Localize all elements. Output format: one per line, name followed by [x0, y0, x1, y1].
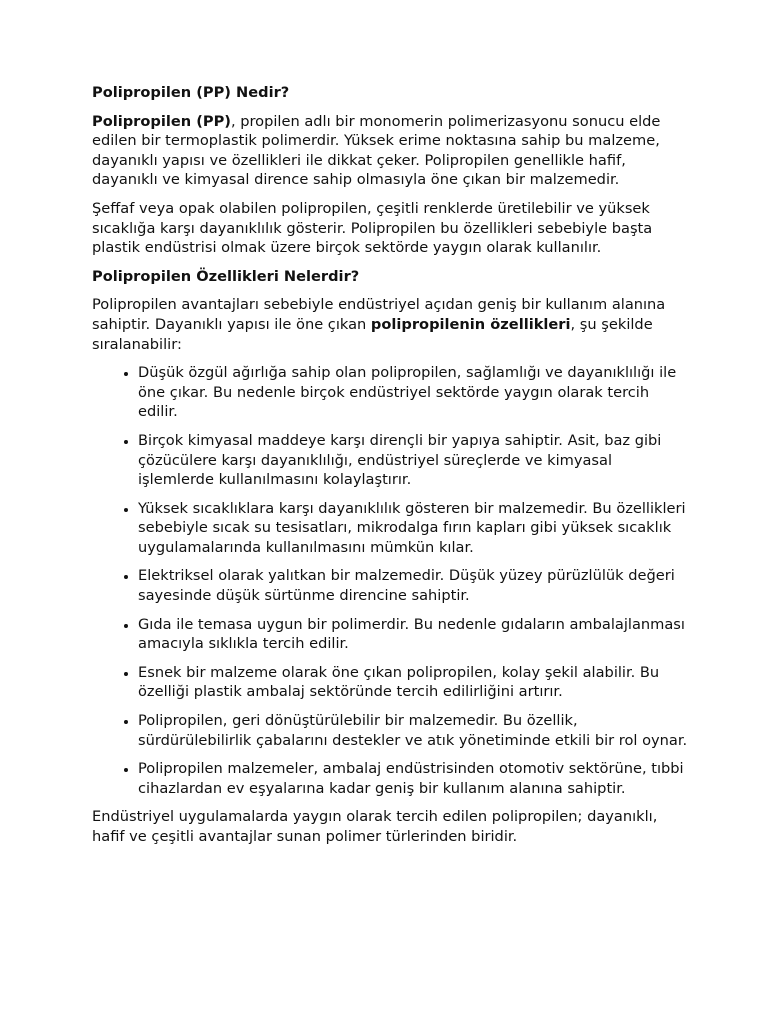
list-item: • Esnek bir malzeme olarak öne çıkan polipropilen, kolay şekil alabilir. Bu özelliği plastik ambalaj sektöründe tercih edilirliğini artırır.: [138, 663, 692, 702]
section-heading-properties: Polipropilen Özellikleri Nelerdir?: [92, 267, 360, 285]
intro-paragraph: [92, 112, 692, 190]
closing-paragraph: Endüstriyel uygulamalarda yaygın olarak tercih edilen polipropilen; dayanıklı, hafif ve çeşitli avantajlar sunan polimer türlerinden biridir.: [92, 808, 658, 845]
section-heading-what-is-pp: Polipropilen (PP) Nedir?: [92, 84, 290, 101]
document-page: [92, 83, 692, 856]
description-paragraph: Şeffaf veya opak olabilen polipropilen, çeşitli renklerde üretilebilir ve yüksek sıcaklığa karşı dayanıklılık gösterir. Polipropilen bu özellikleri sebebiyle başta plastik endüstrisi olmak üzere birçok sektörde yaygın olarak kullanılır.: [92, 199, 653, 257]
term-bold: Polipropilen (PP): [92, 112, 231, 130]
list-item: • Polipropilen malzemeler, ambalaj endüstrisinden otomotiv sektörüne, tıbbi cihazlardan ev eşyalarına kadar geniş bir kullanım alanına sahiptir.: [138, 759, 692, 798]
intro-paragraph-text: , propilen adlı bir monomerin polimerizasyonu sonucu elde edilen bir termoplastik polimerdir. Yüksek erime noktasına sahip bu malzeme, dayanıklı yapısı ve özellikleri ile dikkat çeker. Polipropilen genellikle hafif, dayanıklı ve kimyasal dirence sahip olmasıyla öne çıkan bir malzemedir.: [92, 112, 661, 189]
list-item: • Düşük özgül ağırlığa sahip olan polipropilen, sağlamlığı ve dayanıklılığı ile öne çıkar. Bu nedenle birçok endüstriyel sektörde yaygın olarak tercih edilir.: [138, 363, 692, 422]
list-item: • Birçok kimyasal maddeye karşı dirençli bir yapıya sahiptir. Asit, baz gibi çözücülere karşı dayanıklılığı, endüstriyel süreçlerde ve kimyasal işlemlerde kullanılmasını kolaylaştırır.: [138, 431, 692, 490]
list-item: • Elektriksel olarak yalıtkan bir malzemedir. Düşük yüzey pürüzlülük değeri sayesinde düşük sürtünme direncine sahiptir.: [138, 566, 692, 605]
list-item: • Gıda ile temasa uygun bir polimerdir. Bu nedenle gıdaların ambalajlanması amacıyla sıklıkla tercih edilir.: [138, 615, 692, 654]
properties-intro-end: , şu şekilde sıralanabilir:: [92, 315, 653, 353]
properties-intro-paragraph: [92, 295, 692, 354]
properties-intro-bold: polipropilenin özellikleri: [370, 315, 571, 333]
list-item: • Yüksek sıcaklıklara karşı dayanıklılık gösteren bir malzemedir. Bu özellikleri sebebiyle sıcak su tesisatları, mikrodalga fırın kapları gibi yüksek sıcaklık uygulamalarında kullanılmasını mümkün kılar.: [138, 499, 692, 558]
properties-list: [92, 363, 692, 798]
list-item: • Polipropilen, geri dönüştürülebilir bir malzemedir. Bu özellik, sürdürülebilirlik çabalarını destekler ve atık yönetiminde etkili bir rol oynar.: [138, 711, 692, 750]
properties-intro-start: Polipropilen avantajları sebebiyle endüstriyel açıdan geniş bir kullanım alanına sahiptir. Dayanıklı yapısı ile öne çıkan: [92, 296, 666, 333]
